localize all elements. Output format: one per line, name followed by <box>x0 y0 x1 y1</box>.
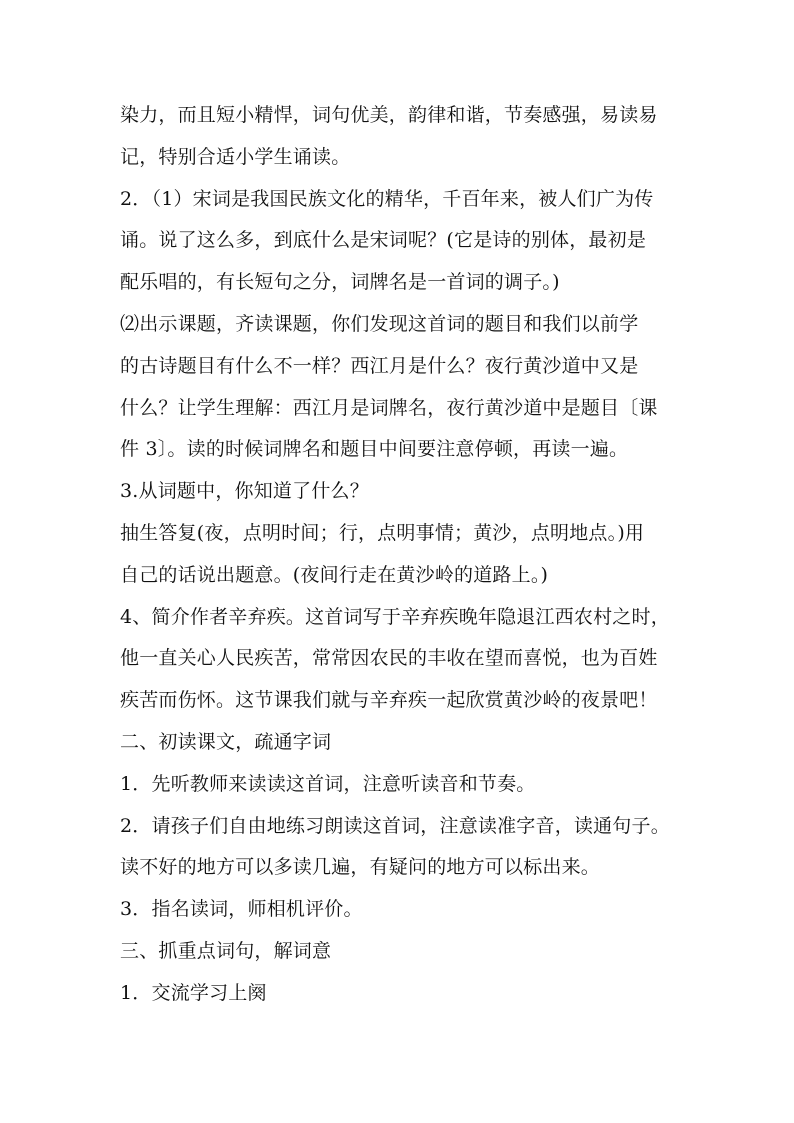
section-heading: 二、初读课文，疏通字词 <box>120 730 332 753</box>
text-line: 2．（1）宋词是我国民族文化的精华，千百年来，被人们广为传 <box>120 187 654 210</box>
text-line: 1．交流学习上阕 <box>120 981 267 1004</box>
text-line: 自己的话说出题意。(夜间行走在黄沙岭的道路上。) <box>120 563 549 586</box>
text-line: 件 3〕。读的时候词牌名和题目中间要注意停顿，再读一遍。 <box>120 438 629 461</box>
text-line: 4、简介作者辛弃疾。这首词写于辛弃疾晚年隐退江西农村之时， <box>120 605 670 628</box>
text-line: 2．请孩子们自由地练习朗读这首词，注意读准字音，读通句子。 <box>120 814 670 837</box>
text-line: 3．指名读词，师相机评价。 <box>120 898 363 921</box>
section-heading: 三、抓重点词句，解词意 <box>120 939 332 962</box>
text-line: 读不好的地方可以多读几遍，有疑问的地方可以标出来。 <box>120 856 601 879</box>
text-line: 抽生答复(夜，点明时间；行，点明事情；黄沙，点明地点。)用 <box>120 521 645 544</box>
text-line: 疾苦而伤怀。这节课我们就与辛弃疾一起欣赏黄沙岭的夜景吧！ <box>120 689 658 712</box>
text-line: 他一直关心人民疾苦，常常因农民的丰收在望而喜悦，也为百姓 <box>120 647 658 670</box>
text-line: 诵。说了这么多，到底什么是宋词呢？(它是诗的别体，最初是 <box>120 229 647 252</box>
text-line: 什么？让学生理解：西江月是词牌名，夜行黄沙道中是题目〔课 <box>120 396 658 419</box>
document-body <box>120 95 680 1015</box>
text-line: 配乐唱的，有长短句之分，词牌名是一首词的调子。) <box>120 271 560 294</box>
text-line: 记，特别合适小学生诵读。 <box>120 145 351 168</box>
text-line: ⑵出示课题，齐读课题，你们发现这首词的题目和我们以前学 <box>120 312 639 335</box>
text-line: 染力，而且短小精悍，词句优美，韵律和谐，节奏感强，易读易 <box>120 104 658 126</box>
text-line: 3.从词题中，你知道了什么？ <box>120 480 369 503</box>
text-line: 1．先听教师来读读这首词，注意听读音和节奏。 <box>120 772 536 795</box>
text-line: 的古诗题目有什么不一样？西江月是什么？夜行黄沙道中又是 <box>120 354 639 377</box>
